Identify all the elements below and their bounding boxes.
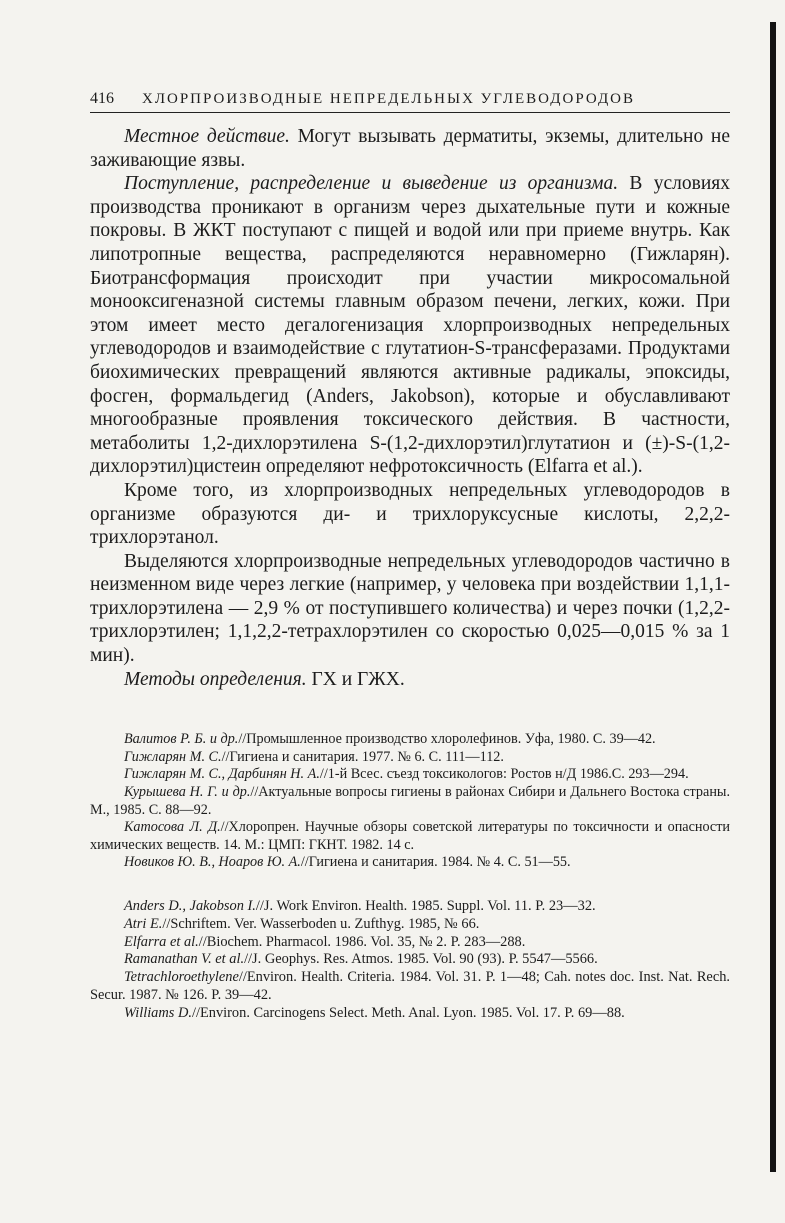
running-header (90, 90, 730, 113)
reference-item (90, 934, 730, 952)
paragraph (90, 479, 730, 550)
reference-author: Tetrachloroethylene (124, 969, 239, 986)
reference-source: //Schriftem. Ver. Wasserboden u. Zufthyg. 1985, № 66. (162, 915, 480, 932)
reference-item (90, 819, 730, 854)
page-edge-shadow (770, 22, 776, 1172)
reference-source: //J. Work Environ. Health. 1985. Suppl. Vol. 11. P. 23—32. (255, 898, 596, 914)
reference-source: //Environ. Carcinogens Select. Meth. Anal. Lyon. 1985. Vol. 17. P. 69—88. (191, 1004, 625, 1021)
reference-source: //1-й Всес. съезд токсикологов: Ростов н/Д 1986.С. 293—294. (319, 766, 689, 783)
paragraph-text: Могут вызывать дерматиты, экземы, длительно не заживающие язвы. (90, 126, 731, 171)
reference-item (90, 731, 730, 749)
reference-author: Гижларян М. С. (124, 748, 222, 765)
reference-source: //Environ. Health. Criteria. 1984. Vol. 31. P. 1—48; Cah. notes doc. Inst. Nat. Rech. Secur. 1987. № 126. P. 39—42. (90, 969, 730, 1003)
paragraph-text: Кроме того, из хлорпроизводных непредельных углеводородов в организме образуются ди- и трихлоруксусные кислоты, 2,2,2-трихлорэтанол. (90, 479, 730, 549)
references-russian (90, 731, 730, 872)
paragraph-lead: Местное действие. (124, 126, 290, 147)
reference-item (90, 854, 730, 872)
paragraph-text: В условиях производства проникают в организм через дыхательные пути и кожные покровы. В ЖКТ поступают с пищей и водой или при приеме внутрь. Как липотропные вещества, распределяются неравномерно (Гижларян). Биотрансформация происходит при участии микросомальной монооксигеназной системы главным образом печени, легких, кожи. При этом имеет место дегалогенизация хлорпроизводных непредельных углеводородов и взаимодействие с глутатион-S-трансферазами. Продуктами биохимических превращений являются активные радикалы, эпоксиды, фосген, формальдегид (Anders, Jakobson), которые и обуславливают многообразные проявления токсического действия. В частности, метаболиты 1,2-дихлорэтилена S-(1,2-дихлорэтил)глутатион и (±)-S-(1,2-дихлорэтил)цистеин определяют нефротоксичность (Elfarra et al.). (90, 173, 730, 478)
reference-source: //Гигиена и санитария. 1977. № 6. С. 111—112. (221, 748, 504, 765)
reference-author: Elfarra et al. (124, 933, 199, 950)
reference-item (90, 951, 730, 969)
reference-author: Валитов Р. Б. и др. (124, 731, 239, 748)
paragraph-text: ГХ и ГЖХ. (306, 668, 405, 690)
reference-author: Ramanathan V. et al. (124, 951, 245, 968)
paragraph (90, 550, 730, 668)
reference-author: Курышева Н. Г. и др. (124, 784, 251, 801)
book-page (90, 90, 730, 1023)
reference-item (90, 916, 730, 934)
reference-author: Williams D. (124, 1004, 192, 1021)
page-number: 416 (90, 90, 114, 107)
reference-source: //Хлоропрен. Научные обзоры советской литературы по токсичности и опасности химических веществ. 14. М.: ЦМП: ГКНТ. 1982. 14 с. (90, 819, 731, 853)
reference-item (90, 749, 730, 767)
paragraph (90, 172, 730, 479)
reference-item (90, 898, 730, 916)
reference-item (90, 784, 730, 819)
reference-source: //Промышленное производство хлоролефинов. Уфа, 1980. С. 39—42. (238, 731, 656, 748)
reference-source: //Biochem. Pharmacol. 1986. Vol. 35, № 2. P. 283—288. (198, 933, 526, 950)
reference-author: Anders D., Jakobson I. (124, 898, 256, 914)
reference-source: //Гигиена и санитария. 1984. № 4. С. 51—55. (300, 854, 571, 871)
reference-item (90, 969, 730, 1005)
reference-author: Гижларян М. С., Дарбинян Н. А. (124, 766, 320, 783)
reference-item (90, 766, 730, 784)
reference-author: Atri E. (124, 915, 163, 932)
paragraph (90, 125, 730, 172)
paragraph-lead: Поступление, распределение и выведение из организма. (124, 173, 619, 195)
reference-source: //J. Geophys. Res. Atmos. 1985. Vol. 90 (93). P. 5547—5566. (244, 951, 598, 968)
reference-source: //Актуальные вопросы гигиены в районах Сибири и Дальнего Востока страны. М., 1985. С. 88—92. (90, 784, 730, 818)
body-text (90, 125, 730, 691)
reference-item (90, 1005, 730, 1023)
paragraph-lead: Методы определения. (124, 668, 307, 690)
references-foreign (90, 898, 730, 1023)
paragraph-text: Выделяются хлорпроизводные непредельных углеводородов частично в неизменном виде через легкие (например, у человека при воздействии 1,1,1-трихлорэтилена — 2,9 % от поступившего количества) и через почки (1,2,2-трихлорэтилен; 1,1,2,2-тетрахлорэтилен со скоростью 0,025—0,015 % за 1 мин). (90, 550, 730, 667)
reference-author: Новиков Ю. В., Ноаров Ю. А. (124, 854, 301, 871)
paragraph (90, 668, 730, 692)
running-title: ХЛОРПРОИЗВОДНЫЕ НЕПРЕДЕЛЬНЫХ УГЛЕВОДОРОДОВ (142, 91, 636, 107)
reference-author: Катосова Л. Д. (124, 819, 221, 836)
